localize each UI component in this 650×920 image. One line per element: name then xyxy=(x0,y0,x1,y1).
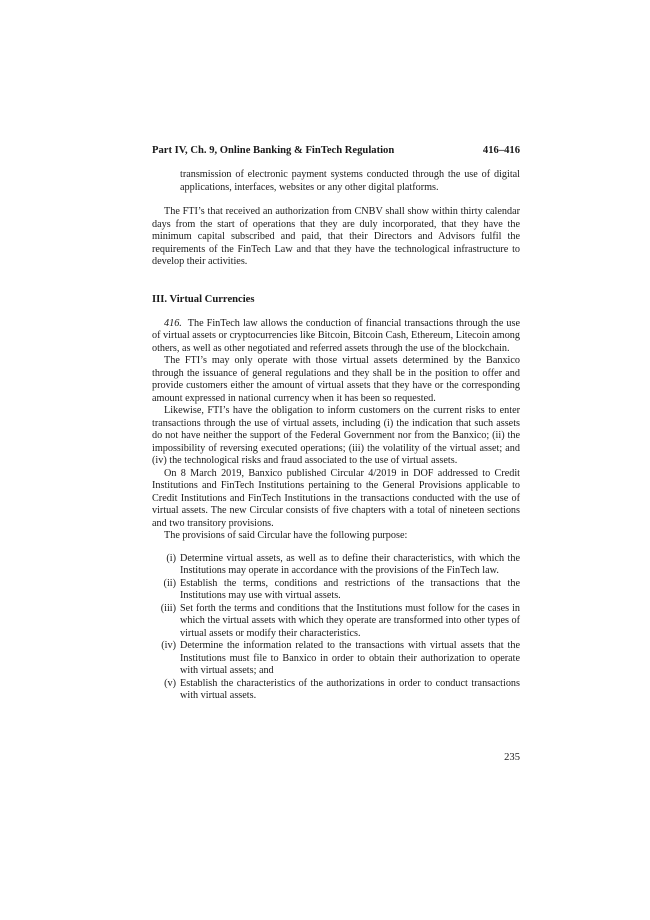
list-item xyxy=(152,578,520,603)
list-item-label: (v) xyxy=(164,677,176,689)
section-heading: III. Virtual Currencies xyxy=(152,293,255,305)
purpose-list xyxy=(152,553,520,703)
list-item-label: (iv) xyxy=(161,640,176,651)
paragraph: Likewise, FTI’s have the obligation to inform customers on the current risks to enter transactions through the use of virtual assets, including (i) the indication that such assets do not have neither the support of the Federal Government nor from the Banxico; (ii) the impossibility of reversing executed operations; (iii) the volatility of the virtual asset; and (iv) the technological risks and fraud associated to the use of virtual assets. xyxy=(152,405,520,466)
list-item-label: (ii) xyxy=(163,577,176,589)
list-item-text: Establish the terms, conditions and restrictions of the transactions that the Institutions may use with virtual assets. xyxy=(180,577,520,601)
list-item-label: (i) xyxy=(166,552,176,564)
list-item-label: (iii) xyxy=(160,602,176,614)
list-item-text: Determine virtual assets, as well as to define their characteristics, with which the Institutions may operate in accordance with the provisions of the FinTech law. xyxy=(180,552,520,576)
list-item xyxy=(152,678,520,703)
running-header xyxy=(152,145,520,159)
continuation-text: transmission of electronic payment systems conducted through the use of digital applications, interfaces, websites or any other digital platforms. xyxy=(180,169,520,193)
paragraph-text: The FinTech law allows the conduction of financial transactions through the use of virtual assets or cryptocurrencies like Bitcoin, Bitcoin Cash, Ethereum, Litecoin among others, as well as other negotiated and referred assets through the use of the blockchain. xyxy=(152,317,520,354)
list-item-text: Determine the information related to the transactions with virtual assets that the Institutions must file to Banxico in order to obtain their authorization to operate with virtual assets; and xyxy=(180,640,520,676)
margin-number: 416. xyxy=(164,317,182,329)
paragraph: The FTI’s may only operate with those virtual assets determined by the Banxico through the issuance of general regulations and they shall be in the position to offer and provide customers either the amount of virtual assets that they have or the corresponding amount expressed in national currency when it has been so requested. xyxy=(152,355,520,404)
running-title: Part IV, Ch. 9, Online Banking & FinTech Regulation xyxy=(152,145,395,156)
list-item xyxy=(152,640,520,678)
paragraph xyxy=(152,318,520,356)
page-body xyxy=(152,169,520,703)
paragraph: The provisions of said Circular have the following purpose: xyxy=(164,530,408,541)
list-item-text: Establish the characteristics of the authorizations in order to conduct transactions with virtual assets. xyxy=(180,677,520,701)
page-number: 235 xyxy=(504,752,520,763)
list-item-text: Set forth the terms and conditions that the Institutions must follow for the cases in which the virtual assets with which they operate are transformed into other types of virtual assets or modify their characteristics. xyxy=(180,602,520,639)
section-range: 416–416 xyxy=(482,145,520,156)
list-item xyxy=(152,603,520,641)
paragraph-fti-authorization: The FTI’s that received an authorization from CNBV shall show within thirty calendar days from the start of operations that they are duly incorporated, that they have the minimum capital subscribed and paid, that their Directors and Advisors fulfil the requirements of the FinTech Law and that they have the technological infrastructure to develop their activities. xyxy=(152,206,520,267)
paragraph: On 8 March 2019, Banxico published Circular 4/2019 in DOF addressed to Credit Institutions and FinTech Institutions pertaining to the General Provisions applicable to Credit Institutions and FinTech Institutions in the transactions conducted with the use of virtual assets. The new Circular consists of five chapters with a total of nineteen sections and two transitory provisions. xyxy=(152,467,520,529)
list-item xyxy=(152,553,520,578)
